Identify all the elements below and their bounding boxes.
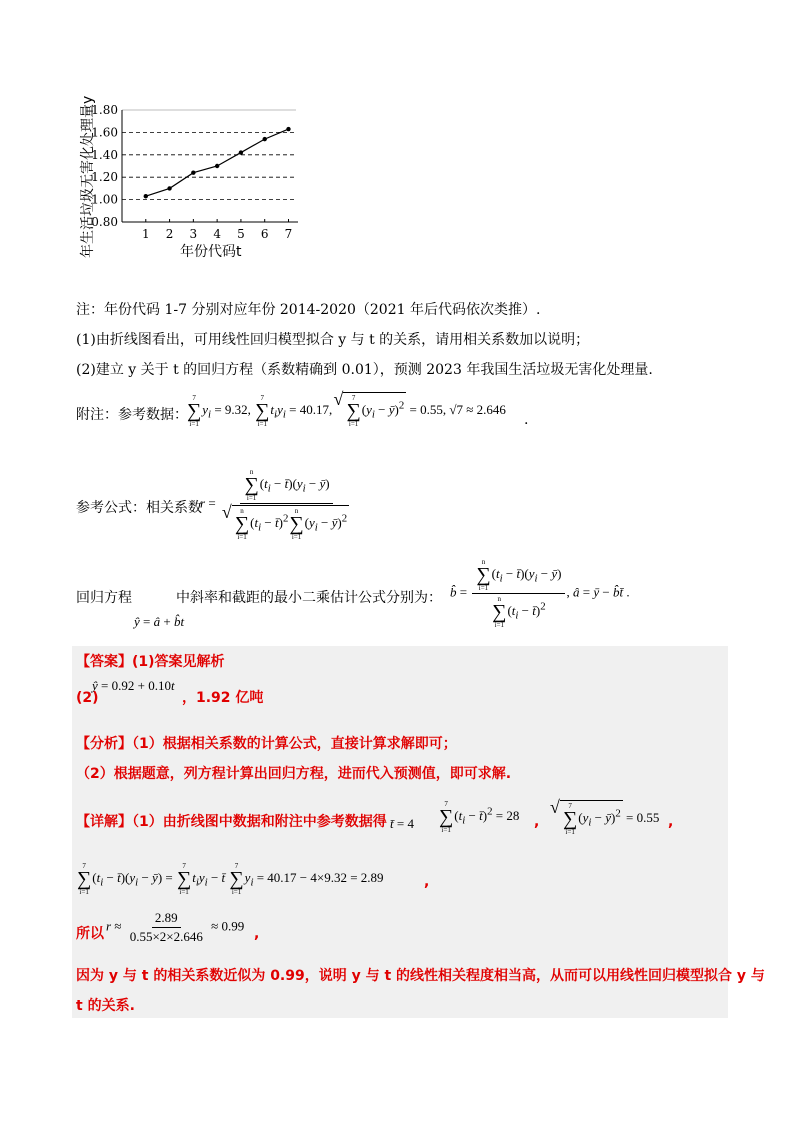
question-2: (2)建立 y 关于 t 的回归方程（系数精确到 0.01），预测 2023 年我国生活垃圾无害化处理量.: [76, 362, 653, 378]
sum-t-squared: 7 ∑ i=1 ($t_i$ − t̄)$^2$ = 28: [439, 800, 520, 834]
regression-mid: 中斜率和截距的最小二乘估计公式分别为：: [176, 590, 442, 606]
comma-2: ,: [668, 814, 674, 830]
chart-y-label: 年生活垃圾无害化处理量y: [80, 95, 96, 258]
ref-data-formula: 7 ∑ i=1 $y_i = 9.32$, 7 ∑ i=1 $t_iy_i = 40.17$, √ 7 ∑ i=1 ($y_i$ − ȳ)$^2$ = 0.55, √7 ≈ 2.646: [186, 392, 506, 428]
conclusion-line-1: 因为 y 与 t 的相关系数近似为 0.99，说明 y 与 t 的线性相关程度相当高，从而可以用线性回归模型拟合 y 与: [76, 968, 765, 984]
answer-2-suffix: ，1.92 亿吨: [182, 690, 264, 706]
y-tick-label: 1.20: [91, 170, 118, 185]
data-line: [146, 129, 289, 196]
correlation-formula: r = n ∑ i=1 ($t_i$ − $t̄)(y_i$ − ȳ) √ n ∑ i=1 ($t_i$ − t̄)$^2$ n ∑ i=1 ($y_i$ − ȳ)$^2$: [200, 468, 354, 541]
t-bar-value: t̄ = 4: [390, 816, 414, 831]
line-chart: [70, 90, 320, 270]
comma-3: ,: [424, 874, 430, 890]
note-text: 注：年份代码 1-7 分别对应年份 2014-2020（2021 年后代码依次类推）.: [76, 302, 541, 318]
x-tick-label: 7: [284, 227, 293, 241]
data-point: [263, 137, 267, 141]
y-tick-label: 0.80: [91, 215, 118, 229]
data-point: [215, 164, 219, 168]
regression-label: 回归方程: [76, 590, 132, 606]
answer-line-1: 【答案】(1)答案见解析: [76, 654, 225, 670]
chart-x-label: 年份代码t: [180, 244, 242, 260]
analysis-line-2: （2）根据题意，列方程计算出回归方程，进而代入预测值，即可求解.: [76, 766, 512, 782]
y-tick-label: 1.60: [91, 125, 118, 140]
answer-2-prefix: (2): [76, 690, 99, 706]
ref-formula-label: 参考公式：相关系数: [76, 500, 202, 516]
conclusion-line-2: t 的关系.: [76, 998, 135, 1014]
question-1: (1)由折线图看出，可用线性回归模型拟合 y 与 t 的关系，请用相关系数加以说明；: [76, 332, 590, 348]
r-calc: r ≈ $\frac{2.89}{0.55\times 2\times 2.646}$ ≈ 0.99: [106, 910, 245, 944]
x-tick-label: 6: [260, 227, 269, 241]
answer-2-equation: ŷ = 0.92 + 0.10t: [92, 678, 175, 693]
data-point: [191, 171, 195, 175]
ls-formula: b̂ = n ∑ i=1 ($t_i$ − $t̄)(y_i$ − ȳ) n ∑ i=1 ($t_i$ − t̄)$^2$ , â = ȳ − b̂t̄ .: [450, 558, 630, 629]
ref-data-label: 附注：参考数据：: [76, 407, 188, 423]
data-point: [286, 127, 290, 131]
x-tick-label: 3: [189, 227, 198, 241]
regression-equation: ŷ = â + b̂t: [134, 614, 185, 629]
y-tick-label: 1.80: [91, 103, 118, 117]
covariance-calc: 7 ∑ i=1 ($t_i$ − $t̄)(y_i$ − ȳ) = 7 ∑ i=1 $t_iy_i$ − t̄ 7 ∑ i=1 $y_i = 40.17 - 4\times 9.32 = 2.89$: [77, 862, 384, 896]
comma-4: ,: [254, 926, 260, 942]
period: .: [524, 412, 529, 428]
detail-line-1: 【详解】（1）由折线图中数据和附注中参考数据得: [76, 814, 387, 830]
y-tick-label: 1.00: [91, 192, 118, 207]
x-tick-label: 2: [165, 227, 174, 241]
y-tick-label: 1.40: [91, 147, 118, 162]
so-label: 所以: [76, 926, 104, 942]
comma-1: ,: [534, 814, 540, 830]
x-tick-label: 4: [213, 227, 221, 241]
x-tick-label: 5: [237, 227, 245, 241]
x-tick-label: 1: [141, 227, 150, 241]
data-point: [239, 150, 243, 154]
data-point: [167, 186, 171, 190]
data-point: [144, 194, 148, 198]
sqrt-sum-y: √ 7 ∑ i=1 ($y_i$ − ȳ)$^2$ = 0.55: [552, 800, 659, 836]
analysis-line-1: 【分析】（1）根据相关系数的计算公式，直接计算求解即可；: [76, 736, 457, 752]
